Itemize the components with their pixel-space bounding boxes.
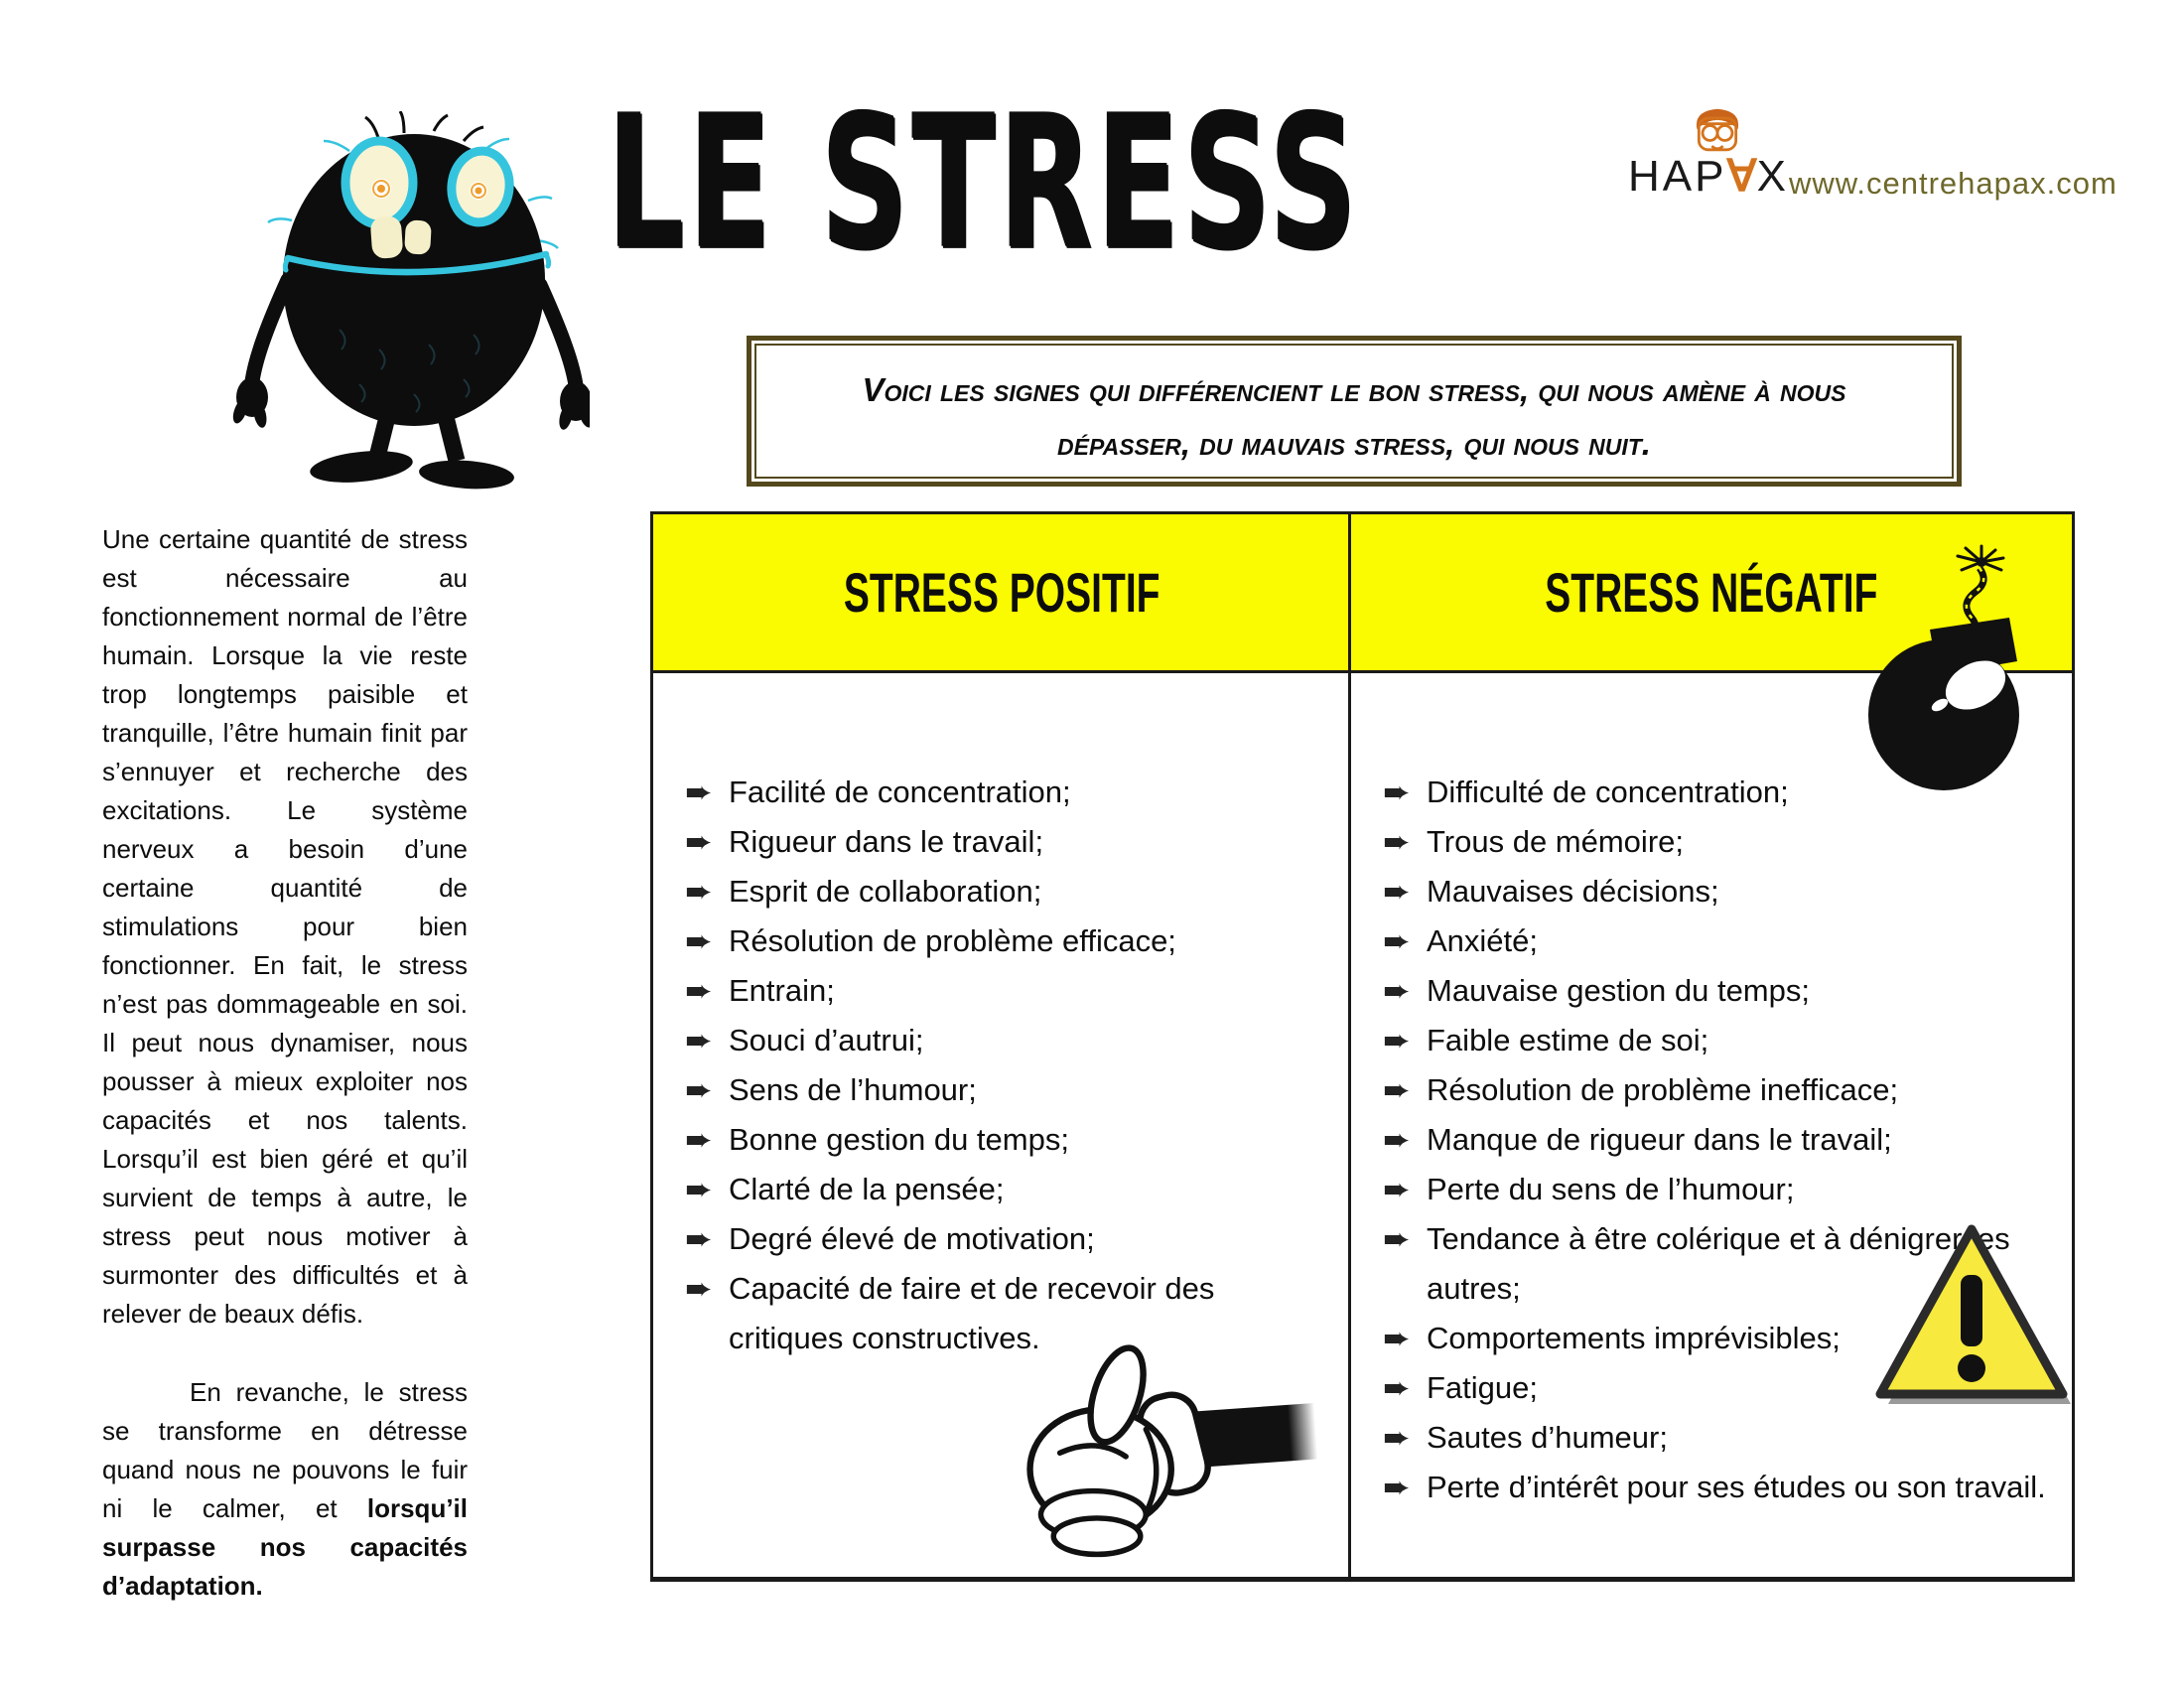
arrow-bullet-icon: ➨	[685, 1219, 713, 1258]
list-item: ➨ Fatigue;	[1383, 1363, 2054, 1413]
arrow-bullet-icon: ➨	[1383, 1368, 1411, 1407]
list-item: ➨ Perte du sens de l’humour;	[1383, 1165, 2054, 1214]
arrow-bullet-icon: ➨	[685, 921, 713, 960]
arrow-bullet-icon: ➨	[1383, 1170, 1411, 1208]
arrow-bullet-icon: ➨	[1383, 1021, 1411, 1059]
arrow-bullet-icon: ➨	[1383, 872, 1411, 911]
arrow-bullet-icon: ➨	[1383, 822, 1411, 861]
positive-header-cell	[653, 514, 1351, 670]
list-item: ➨ Sens de l’humour;	[685, 1065, 1320, 1115]
list-item: ➨ Difficulté de concentration;	[1383, 768, 2054, 817]
arrow-bullet-icon: ➨	[685, 971, 713, 1010]
sidebar-paragraph-1: Une certaine quantité de stress est nécessaire au fonctionnement normal de l’être humain. Lorsque la vie reste trop longtemps paisible et tranquille, l’être humain finit par s’ennuyer et recherche des excitations. Le système nerveux a besoin d’une certaine quantité de stimulations pour bien fonctionner. En fait, le stress n’est pas dommageable en soi. Il peut nous dynamiser, nous pousser à mieux exploiter nos capacités et nos talents. Lorsqu’il est bien géré et qu’il survient de temps à autre, le stress peut nous motiver à surmonter des difficultés et à relever de beaux défis.	[102, 524, 468, 1329]
list-item: ➨ Clarté de la pensée;	[685, 1165, 1320, 1214]
hapax-logo-text	[1628, 151, 2117, 202]
arrow-bullet-icon: ➨	[1383, 1070, 1411, 1109]
column-divider	[1348, 514, 1351, 1577]
arrow-bullet-icon: ➨	[1383, 1219, 1411, 1258]
hapax-logo	[1628, 99, 2117, 218]
sidebar-paragraph-2-bold: lorsqu’il surpasse nos capacités d’adaptation.	[102, 1493, 468, 1601]
thumbs-up-illustration	[998, 1342, 1330, 1569]
arrow-bullet-icon: ➨	[1383, 1319, 1411, 1357]
page-title: LE STRESS	[606, 73, 1360, 290]
sidebar-paragraph-2-start: En revanche, le stress se transforme en détresse quand nous ne pouvons le fuir ni le calmer, et	[102, 1377, 468, 1523]
intro-text: Voici les signes qui différencient le bon stress, qui nous amène à nous dépasser, du mauvais stress, qui nous nuit.	[862, 371, 1846, 463]
positive-list	[685, 768, 1320, 1363]
sidebar-text	[102, 520, 468, 1606]
arrow-bullet-icon: ➨	[685, 1021, 713, 1059]
arrow-bullet-icon: ➨	[685, 1070, 713, 1109]
logo-x-text: X	[1756, 152, 1789, 201]
list-item: ➨ Rigueur dans le travail;	[685, 817, 1320, 867]
logo-inverted-a: ∀	[1726, 152, 1757, 201]
list-item: ➨ Mauvaises décisions;	[1383, 867, 2054, 916]
arrow-bullet-icon: ➨	[685, 822, 713, 861]
arrow-bullet-icon: ➨	[1383, 1468, 1411, 1506]
intro-box	[747, 336, 1962, 487]
list-item: ➨ Mauvaise gestion du temps;	[1383, 966, 2054, 1016]
bomb-illustration	[1852, 544, 2033, 794]
list-item: ➨ Capacité de faire et de recevoir des critiques constructives.	[685, 1264, 1320, 1363]
list-item: ➨ Sautes d’humeur;	[1383, 1413, 2054, 1463]
arrow-bullet-icon: ➨	[685, 1269, 713, 1308]
arrow-bullet-icon: ➨	[1383, 921, 1411, 960]
list-item: ➨ Entrain;	[685, 966, 1320, 1016]
arrow-bullet-icon: ➨	[685, 872, 713, 911]
list-item: ➨ Manque de rigueur dans le travail;	[1383, 1115, 2054, 1165]
list-item: ➨ Trous de mémoire;	[1383, 817, 2054, 867]
warning-triangle-icon	[1872, 1217, 2077, 1432]
positive-header-text: STRESS POSITIF	[844, 561, 1160, 624]
list-item: ➨ Comportements imprévisibles;	[1383, 1314, 2054, 1363]
list-item: ➨ Résolution de problème inefficace;	[1383, 1065, 2054, 1115]
arrow-bullet-icon: ➨	[685, 1120, 713, 1159]
list-item: ➨ Résolution de problème efficace;	[685, 916, 1320, 966]
list-item: ➨ Anxiété;	[1383, 916, 2054, 966]
list-item: ➨ Facilité de concentration;	[685, 768, 1320, 817]
list-item: ➨ Esprit de collaboration;	[685, 867, 1320, 916]
website-url[interactable]: www.centrehapax.com	[1788, 166, 2117, 201]
list-item: ➨ Bonne gestion du temps;	[685, 1115, 1320, 1165]
title-wrap	[586, 68, 1380, 296]
list-item: ➨ Faible estime de soi;	[1383, 1016, 2054, 1065]
arrow-bullet-icon: ➨	[1383, 971, 1411, 1010]
arrow-bullet-icon: ➨	[685, 1170, 713, 1208]
arrow-bullet-icon: ➨	[685, 773, 713, 811]
list-item: ➨ Degré élevé de motivation;	[685, 1214, 1320, 1264]
monster-illustration	[230, 111, 590, 500]
list-item: ➨ Perte d’intérêt pour ses études ou son travail.	[1383, 1463, 2054, 1512]
list-item: ➨ Tendance à être colérique et à dénigrer les autres;	[1383, 1214, 2054, 1314]
intro-box-inner	[754, 344, 1954, 479]
arrow-bullet-icon: ➨	[1383, 773, 1411, 811]
arrow-bullet-icon: ➨	[1383, 1120, 1411, 1159]
arrow-bullet-icon: ➨	[1383, 1418, 1411, 1457]
sidebar-paragraph-2	[102, 1373, 468, 1606]
logo-hap-text: HAP	[1628, 152, 1727, 201]
negative-header-text: STRESS NÉGATIF	[1545, 561, 1878, 624]
list-item: ➨ Souci d’autrui;	[685, 1016, 1320, 1065]
